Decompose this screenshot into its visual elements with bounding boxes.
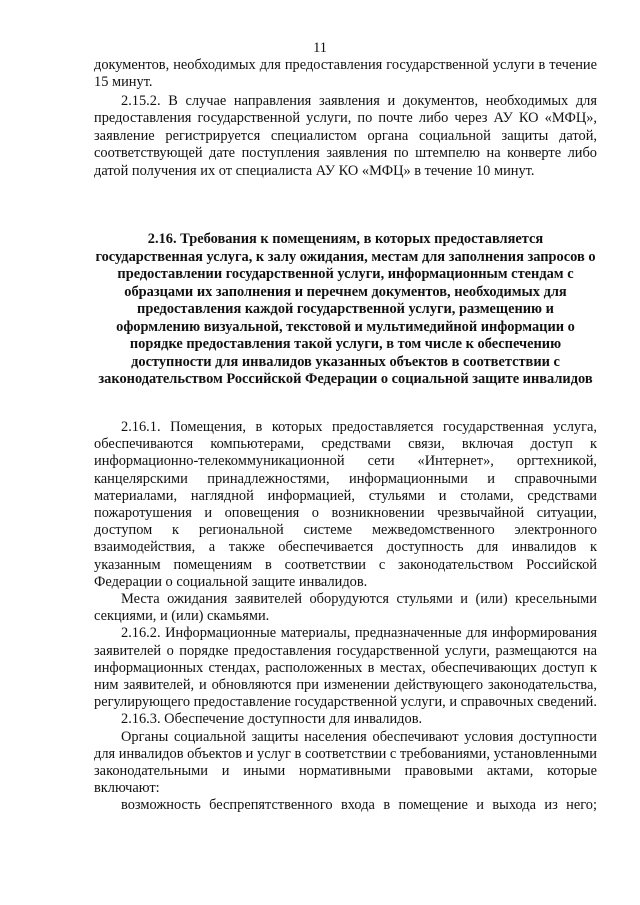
paragraph-accessibility-conditions: Органы социальной защиты населения обеспечивают условия доступности для инвалидов объектов и услуг в соответствии с требованиями, установленными законодательными и иными нормативными правовыми актами, которые включают:: [94, 728, 597, 797]
paragraph-2-16-2: 2.16.2. Информационные материалы, предназначенные для информирования заявителей о порядке предоставления государственной услуги, размещаются на информационных стендах, расположенных в местах, обеспечивающих доступ к ним заявителей, и обновляются при изменении действующего законодательства, регулирующего предоставление государственной услуги, и справочных сведений.: [94, 625, 597, 711]
section-2-16-body: [94, 419, 597, 815]
section-2-15-2-block: [94, 93, 597, 180]
intro-block: [94, 57, 597, 92]
section-2-16-heading: 2.16. Требования к помещениям, в которых предоставляется государственная услуга, к залу ожидания, местам для заполнения запросов о предоставлении государственной услуги, информационным стендам с образцами их заполнения и перечнем документов, необходимых для предоставления каждой государственной услуги, размещению и оформлению визуальной, текстовой и мультимедийной информации о порядке предоставления такой услуги, в том числе к обеспечению доступности для инвалидов указанных объектов в соответствии с законодательством Российской Федерации о социальной защите инвалидов: [95, 231, 596, 387]
paragraph-barrier-free-entry: возможность беспрепятственного входа в помещение и выхода из него;: [121, 797, 597, 814]
paragraph-2-16-1: 2.16.1. Помещения, в которых предоставляется государственная услуга, обеспечиваются компьютерами, средствами связи, включая доступ к информационно-телекоммуникационной сети «Интернет», оргтехникой, канцелярскими принадлежностями, информационными и справочными материалами, наглядной информацией, стульями и столами, средствами пожаротушения и оповещения о возникновении чрезвычайной ситуации, доступом к региональной системе межведомственного электронного взаимодействия, а также обеспечивается доступность для инвалидов к указанным помещениям в соответствии с законодательством Российской Федерации о социальной защите инвалидов.: [94, 419, 597, 590]
intro-paragraph: документов, необходимых для предоставления государственной услуги в течение 15 минут.: [94, 57, 597, 91]
paragraph-2-16-3: 2.16.3. Обеспечение доступности для инвалидов.: [121, 711, 423, 728]
page-number: 11: [313, 40, 327, 56]
section-2-15-2-paragraph: 2.15.2. В случае направления заявления и документов, необходимых для предоставления государственной услуги, по почте либо через АУ КО «МФЦ», заявление регистрируется специалистом органа социальной защиты датой, соответствующей дате поступления заявления по штемпелю на конверте либо датой получения их от специалиста АУ КО «МФЦ» в течение 10 минут.: [94, 93, 597, 179]
paragraph-waiting-places: Места ожидания заявителей оборудуются стульями и (или) кресельными секциями, и (или) скамьями.: [94, 591, 597, 625]
